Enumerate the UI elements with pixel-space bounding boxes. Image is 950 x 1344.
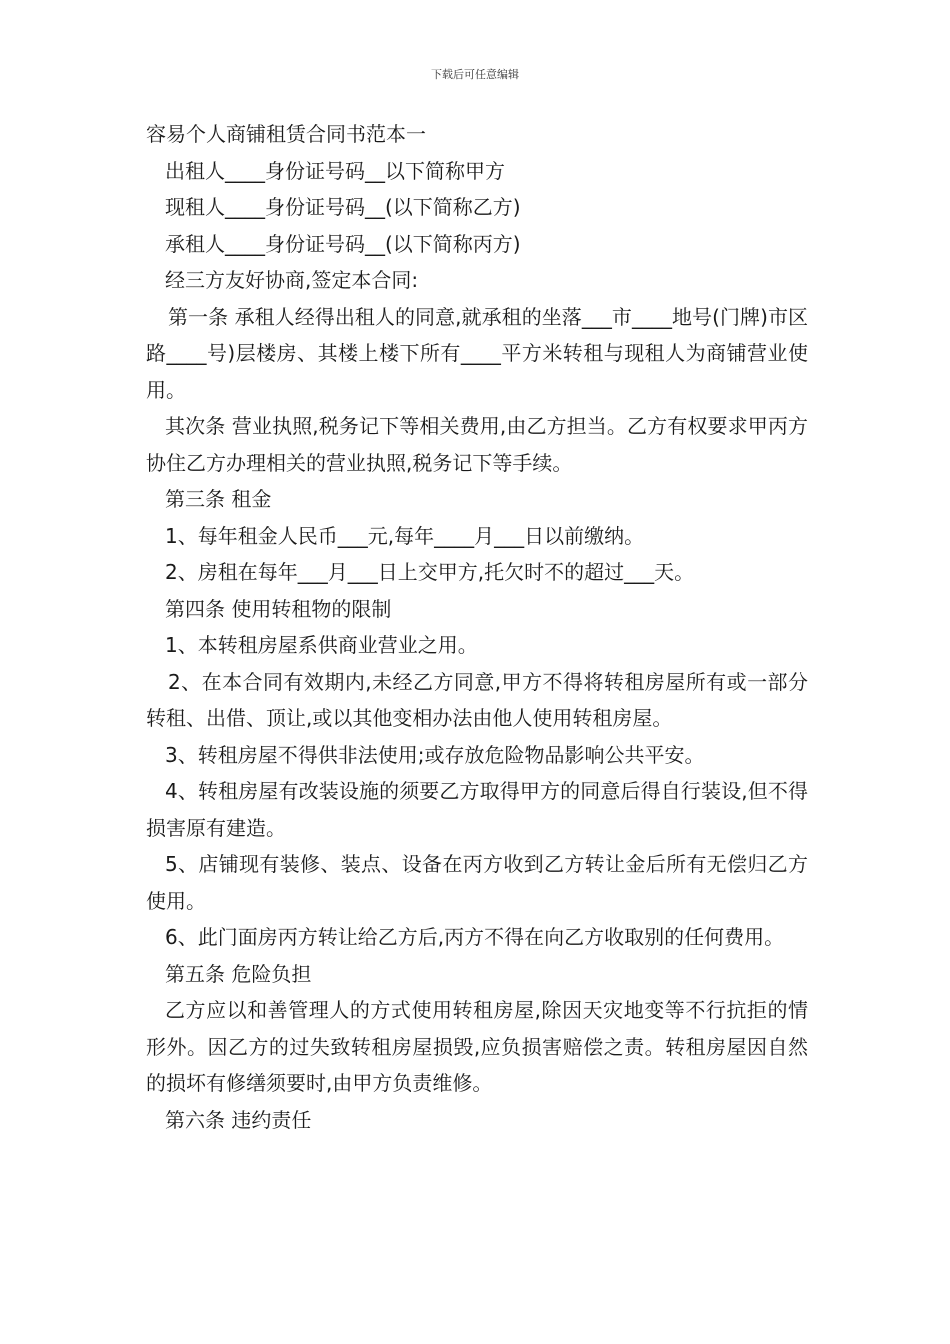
article-4-item-2: 2、在本合同有效期内,未经乙方同意,甲方不得将转租房屋所有或一部分转租、出借、顶让,或以其他变相办法由他人使用转租房屋。: [146, 669, 808, 730]
article-4-item-4: 4、转租房屋有改装设施的须要乙方取得甲方的同意后得自行装设,但不得损害原有建造。: [146, 779, 808, 840]
article-6-heading: 第六条 违约责任: [165, 1107, 312, 1132]
article-4-heading: 第四条 使用转租物的限制: [165, 596, 392, 621]
document-title: 容易个人商铺租赁合同书范本一: [146, 122, 426, 146]
article-3-item-2: 2、房租在每年___月___日上交甲方,托欠时不的超过___天。: [165, 560, 695, 584]
paragraph-lessee: 承租人____身份证号码__(以下简称丙方): [165, 231, 521, 256]
article-4-item-5: 5、店铺现有装修、装点、设备在丙方收到乙方转让金后所有无偿归乙方使用。: [146, 852, 808, 913]
article-2: 其次条 营业执照,税务记下等相关费用,由乙方担当。乙方有权要求甲丙方协住乙方办理相关的营业执照,税务记下等手续。: [146, 414, 808, 475]
document-body: [146, 116, 808, 1138]
article-4-item-6: 6、此门面房丙方转让给乙方后,丙方不得在向乙方收取别的任何费用。: [165, 925, 785, 949]
article-5-heading: 第五条 危险负担: [165, 961, 312, 986]
article-1: 第一条 承租人经得出租人的同意,就承租的坐落___市____地号(门牌)市区路____号)层楼房、其楼上楼下所有____平方米转租与现租人为商铺营业使用。: [146, 304, 808, 402]
paragraph-agreement-intro: 经三方友好协商,签定本合同:: [165, 268, 419, 292]
paragraph-current-tenant: 现租人____身份证号码__(以下简称乙方): [165, 195, 521, 219]
article-3-item-1: 1、每年租金人民币___元,每年____月___日以前缴纳。: [165, 523, 645, 548]
article-4-item-3: 3、转租房屋不得供非法使用;或存放危险物品影响公共平安。: [165, 742, 705, 767]
article-4-item-1: 1、本转租房屋系供商业营业之用。: [165, 633, 478, 657]
article-5-body: 乙方应以和善管理人的方式使用转租房屋,除因天灾地变等不行抗拒的情形外。因乙方的过失致转租房屋损毁,应负损害赔偿之责。转租房屋因自然的损坏有修缮须要时,由甲方负责维修。: [146, 998, 808, 1095]
page-header-note: 下载后可任意编辑: [431, 68, 519, 81]
paragraph-lessor: 出租人____身份证号码__以下简称甲方: [165, 158, 505, 183]
article-3-heading: 第三条 租金: [165, 487, 272, 511]
